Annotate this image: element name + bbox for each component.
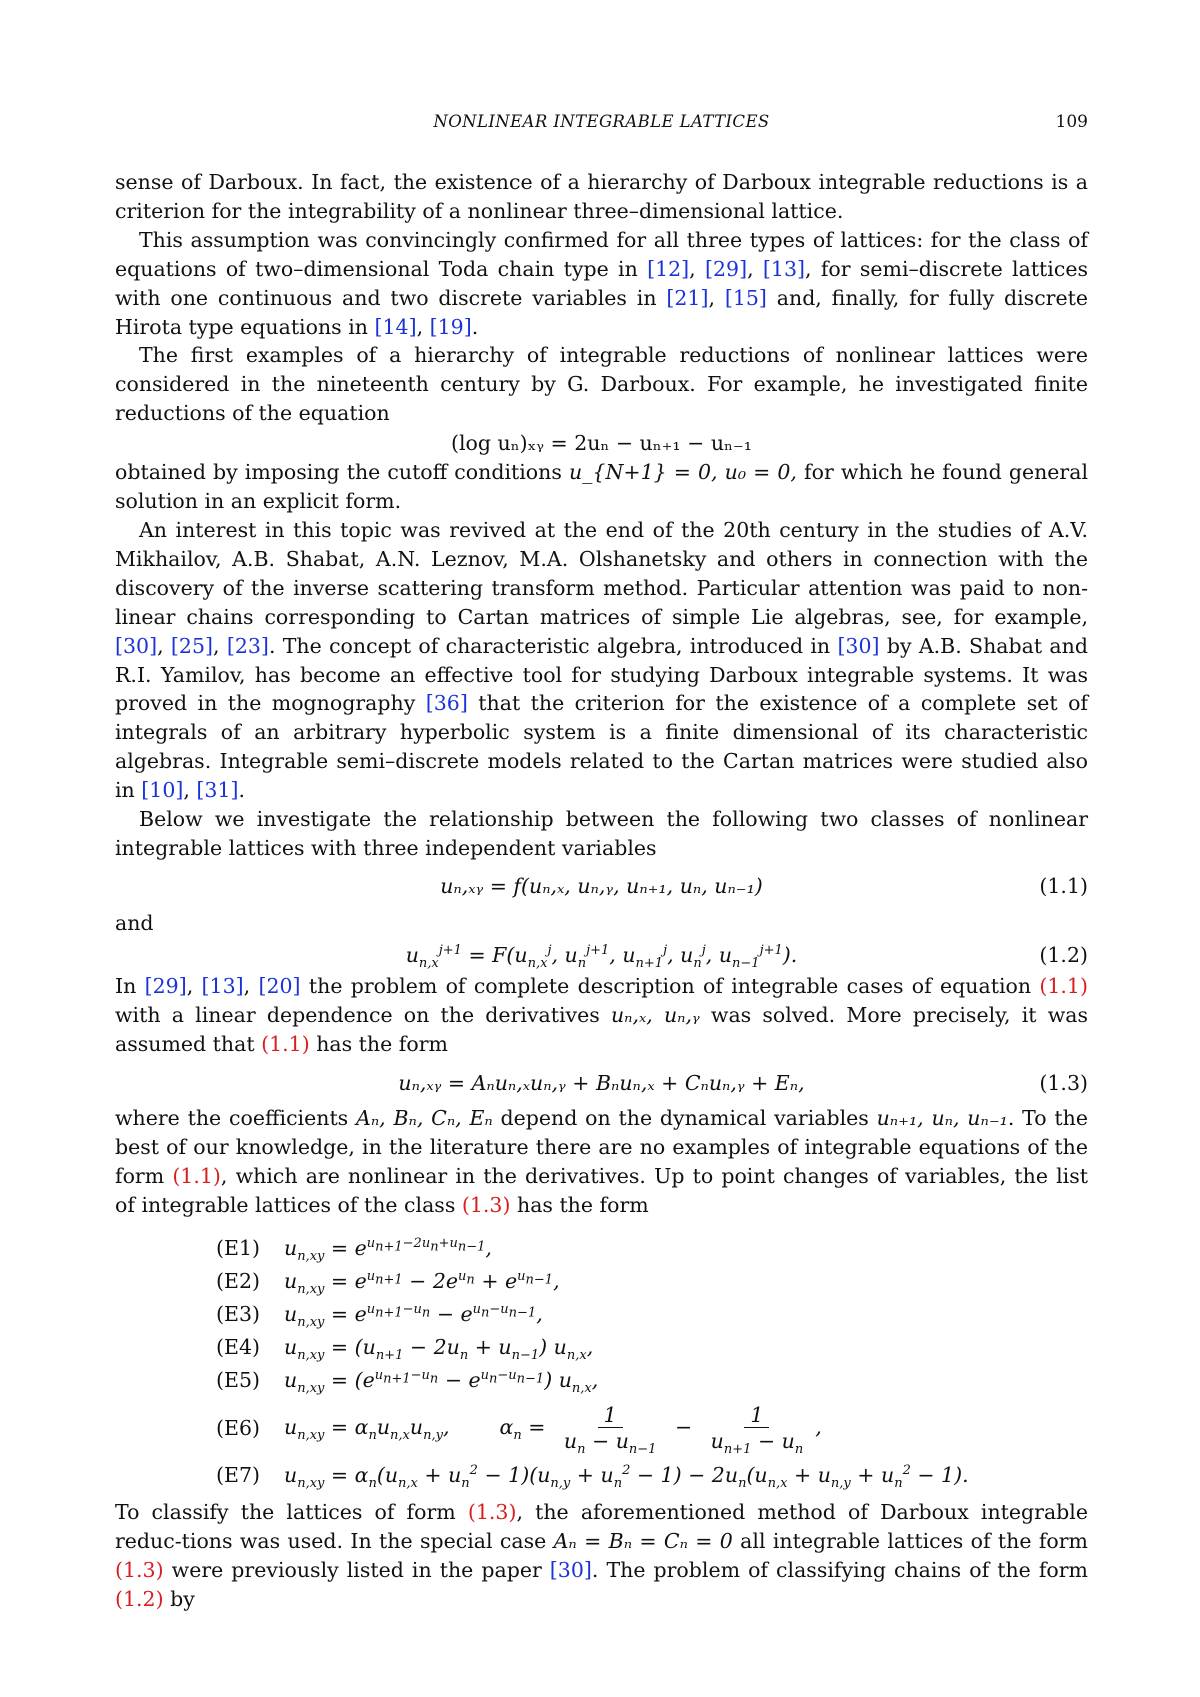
lattice-equation: $u_{n,xy} = e^{u_{n+1}} - 2e^{u_n} + e^{u_{n-1}}$, [284, 1269, 560, 1298]
lattice-e7 [216, 1459, 1088, 1492]
lattice-e6 [216, 1397, 1088, 1459]
equation-1-1 [115, 871, 1088, 901]
lattice-label: (E6) [216, 1415, 261, 1440]
paragraph-1: sense of Darboux. In fact, the existence of a hierarchy of Darboux integrable reductions is a criterion for the integrability of a nonlinear three–dimensional lattice. [115, 170, 1088, 223]
eqref-1-1[interactable]: (1.1) [1039, 973, 1088, 998]
lattice-label: (E3) [216, 1302, 261, 1327]
equation-number: (1.1) [1039, 873, 1088, 898]
cutoff-conditions: u_{N+1} = 0, u₀ = 0, [568, 460, 797, 485]
lattice-label: (E7) [216, 1463, 261, 1488]
fraction: $\frac{1}{u_n - u_{n-1}}$ [563, 1402, 657, 1457]
citation-19[interactable]: [19] [429, 314, 472, 339]
paragraph-8: where the coefficients Aₙ, Bₙ, Cₙ, Eₙ depend on the dynamical variables uₙ₊₁, uₙ, uₙ₋₁. To the best of our knowledge, in the literature there are no examples of integrable equations of the form (1.1), which are nonlinear in the derivatives. Up to point changes of variables, the list of integrable lattices of the class (1.3) has the form [115, 1106, 1088, 1218]
citation-31[interactable]: [31] [196, 778, 239, 803]
lattice-e4 [216, 1331, 1088, 1364]
paragraph-7: In [29], [13], [20] the problem of complete description of integrable cases of equation (1.1) with a linear dependence on the derivatives uₙ,ₓ, uₙ,ᵧ was solved. More precisely, it was assumed that (1.1) has the form [115, 973, 1088, 1056]
eqref-1-3[interactable]: (1.3) [115, 1557, 164, 1582]
lattice-e1 [216, 1232, 1088, 1265]
lattice-equation: $u_{n,xy} = \alpha_nu_{n,x}u_{n,y}$, $\alpha_n$ = $\frac{1}{u_n - u_{n-1}}$ − $\frac{1}{u_{n+1} - u_n}$ , [284, 1402, 822, 1457]
eqref-1-1[interactable]: (1.1) [261, 1031, 310, 1056]
citation-20[interactable]: [20] [258, 973, 301, 998]
citation-23[interactable]: [23] [226, 633, 269, 658]
dynamical-variables: uₙ₊₁, uₙ, uₙ₋₁ [876, 1106, 1008, 1131]
citation-36[interactable]: [36] [425, 691, 468, 716]
citation-14[interactable]: [14] [374, 314, 417, 339]
paragraph-2: This assumption was convincingly confirmed for all three types of lattices: for the class of equations of two–dimensional Toda chain type in [12], [29], [13], for semi–discrete lattices with one continuous and two discrete variables in [21], [15] and, finally, for fully discrete Hirota type equations in [14], [19]. [115, 227, 1088, 339]
citation-10[interactable]: [10] [141, 778, 184, 803]
eqref-1-1[interactable]: (1.1) [172, 1164, 221, 1189]
lattice-label: (E5) [216, 1368, 261, 1393]
paragraph-4: obtained by imposing the cutoff conditions u_{N+1} = 0, u₀ = 0, for which he found general solution in an explicit form. [115, 460, 1089, 514]
equation-toda: (log uₙ)ₓᵧ = 2uₙ − uₙ₊₁ − uₙ₋₁ [451, 431, 752, 456]
equation-1-2-body: $u_{n,x}^{j+1} = F(u_{n,x}^j$, $u_n^{j+1}$, $u_{n+1}^j$, $u_n^j$, $u_{n-1}^{j+1}$). [405, 942, 798, 971]
eqref-1-3[interactable]: (1.3) [461, 1193, 511, 1218]
citation-29[interactable]: [29] [705, 256, 748, 281]
equation-1-2 [115, 938, 1088, 972]
citation-12[interactable]: [12] [647, 256, 690, 281]
citation-30[interactable]: [30] [115, 633, 158, 658]
citation-25[interactable]: [25] [170, 633, 214, 658]
page-number: 109 [1055, 112, 1088, 132]
paragraph-3: The first examples of a hierarchy of integrable reductions of nonlinear lattices were considered in the nineteenth century by G. Darboux. For example, he investigated finite reductions of the equation [115, 343, 1088, 426]
lattice-equation: $u_{n,xy} = e^{u_{n+1}-u_n} - e^{u_n-u_{n-1}}$, [284, 1302, 543, 1331]
lattice-list [216, 1232, 1088, 1492]
fraction: $\frac{1}{u_{n+1} - u_n}$ [710, 1402, 804, 1457]
lattice-label: (E2) [216, 1269, 261, 1294]
and-word: and [115, 910, 154, 935]
page-header [115, 112, 1088, 138]
lattice-equation: $u_{n,xy} = \alpha_n(u_{n,x} + u_n^2 - 1)(u_{n,y} + u_n^2 - 1) - 2u_n(u_{n,x} + u_{n,y} + u_n^2 - 1)$. [284, 1463, 969, 1492]
equation-1-1-body: uₙ,ₓᵧ = f(uₙ,ₓ, uₙ,ᵧ, uₙ₊₁, uₙ, uₙ₋₁) [440, 873, 763, 898]
lattice-label: (E1) [216, 1236, 261, 1261]
paragraph-5: An interest in this topic was revived at the end of the 20th century in the studies of A.V. Mikhailov, A.B. Shabat, A.N. Leznov, M.A. Olshanetsky and others in connection with the discovery of the inverse scattering transform method. Particular attention was paid to non-linear chains corresponding to Cartan matrices of simple Lie algebras, see, for example, [30], [25], [23]. The concept of characteristic algebra, introduced in [30] by A.B. Shabat and R.I. Yamilov, has become an effective tool for studying Darboux integrable systems. It was proved in the mognography [36] that the criterion for the existence of a complete set of integrals of an arbitrary hyperbolic system is a finite dimensional of its characteristic algebras. Integrable semi–discrete models related to the Cartan matrices were studied also in [10], [31]. [115, 517, 1089, 803]
lattice-equation: $u_{n,xy} = (u_{n+1} - 2u_n + u_{n-1})$ $u_{n,x}$, [284, 1335, 594, 1364]
lattice-equation: $u_{n,xy} = e^{u_{n+1}-2u_n+u_{n-1}}$, [284, 1236, 492, 1265]
equation-1-3-body: uₙ,ₓᵧ = Aₙuₙ,ₓuₙ,ᵧ + Bₙuₙ,ₓ + Cₙuₙ,ᵧ + Eₙ, [398, 1071, 805, 1096]
equation-number: (1.3) [1039, 1071, 1088, 1096]
citation-13[interactable]: [13] [201, 973, 244, 998]
lattice-label: (E4) [216, 1335, 261, 1360]
paragraph-6: Below we investigate the relationship between the following two classes of nonlinear integrable lattices with three independent variables [115, 807, 1088, 860]
derivatives: uₙ,ₓ, uₙ,ᵧ [610, 1002, 700, 1027]
special-case-condition: Aₙ = Bₙ = Cₙ = 0 [553, 1529, 733, 1553]
eqref-1-2[interactable]: (1.2) [115, 1586, 164, 1611]
citation-30[interactable]: [30] [837, 633, 880, 658]
running-title: NONLINEAR INTEGRABLE LATTICES [433, 112, 770, 131]
eqref-1-3[interactable]: (1.3) [467, 1500, 517, 1525]
equation-number: (1.2) [1039, 942, 1088, 967]
lattice-equation: $u_{n,xy} = (e^{u_{n+1}-u_n} - e^{u_n-u_{n-1}})$ $u_{n,x}$, [284, 1368, 599, 1397]
citation-30[interactable]: [30] [549, 1557, 592, 1582]
citation-15[interactable]: [15] [724, 285, 767, 310]
lattice-e3 [216, 1298, 1088, 1331]
body-text [115, 168, 1088, 1614]
coefficients: Aₙ, Bₙ, Cₙ, Eₙ [356, 1106, 493, 1131]
citation-13[interactable]: [13] [762, 256, 806, 281]
citation-21[interactable]: [21] [666, 285, 709, 310]
lattice-e5 [216, 1364, 1088, 1397]
citation-29[interactable]: [29] [144, 973, 187, 998]
equation-1-3 [115, 1068, 1088, 1098]
lattice-e2 [216, 1265, 1088, 1298]
paragraph-9: To classify the lattices of form (1.3), the aforementioned method of Darboux integrable reduc-tions was used. In the special case Aₙ = Bₙ = Cₙ = 0 all integrable lattices of the form (1.3) were previously listed in the paper [30]. The problem of classifying chains of the form (1.2) by [115, 1500, 1088, 1611]
